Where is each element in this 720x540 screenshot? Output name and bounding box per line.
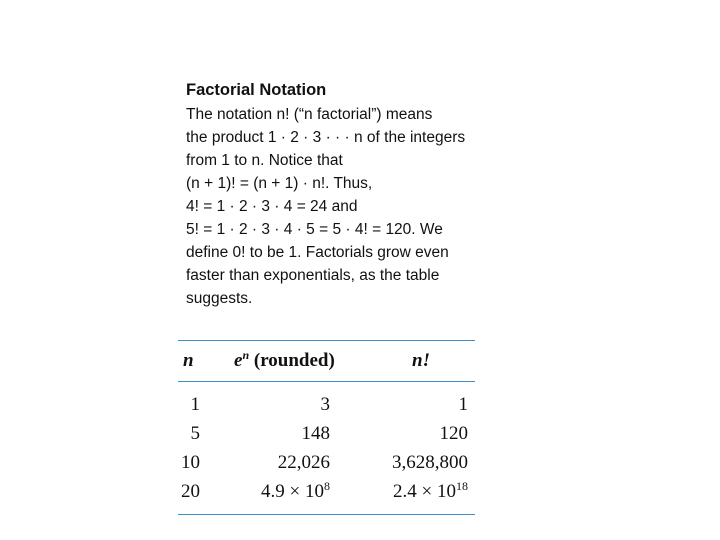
- text-line-8: faster than exponentials, as the table: [186, 267, 440, 284]
- text-line-5: 4! = 1 · 2 · 3 · 4 = 24 and: [186, 198, 358, 215]
- table-row: [178, 423, 475, 451]
- text-line-2: the product 1 · 2 · 3 · · · n of the integers: [186, 129, 466, 146]
- cell-factorial: $2.4 \times 10^{18}$: [393, 479, 468, 502]
- box-heading: Factorial Notation: [186, 81, 327, 99]
- header-factorial: n!: [412, 350, 430, 371]
- table-row: [178, 481, 475, 509]
- text-line-3: from 1 to n. Notice that: [186, 152, 343, 169]
- table-header-row: [178, 341, 475, 381]
- cell-n: 1: [190, 394, 200, 415]
- text-line-4: (n + 1)! = (n + 1) · n!. Thus,: [186, 175, 373, 192]
- header-n: n: [183, 350, 194, 371]
- text-line-9: suggests.: [186, 290, 253, 307]
- table-row: [178, 452, 475, 480]
- cell-factorial: 1: [458, 394, 468, 415]
- header-en: $e^n$ (rounded): [234, 348, 335, 371]
- table-body: [178, 382, 475, 514]
- cell-en: 3: [320, 394, 330, 415]
- factorial-table: [178, 340, 475, 515]
- cell-n: 10: [181, 452, 200, 473]
- text-line-6: 5! = 1 · 2 · 3 · 4 · 5 = 5 · 4! = 120. We: [186, 221, 443, 238]
- factorial-notation-box: [186, 80, 486, 310]
- cell-n: 5: [190, 423, 200, 444]
- table-bottom-rule: [178, 514, 475, 515]
- cell-n: 20: [181, 481, 200, 502]
- table-row: [178, 394, 475, 422]
- cell-en: 148: [301, 423, 330, 444]
- text-line-1: The notation n! (“n factorial”) means: [186, 106, 433, 123]
- cell-factorial: 3,628,800: [392, 452, 468, 473]
- text-line-7: define 0! to be 1. Factorials grow even: [186, 244, 449, 261]
- cell-factorial: 120: [439, 423, 468, 444]
- cell-en: $4.9 \times 10^8$: [261, 479, 330, 502]
- cell-en: 22,026: [277, 452, 330, 473]
